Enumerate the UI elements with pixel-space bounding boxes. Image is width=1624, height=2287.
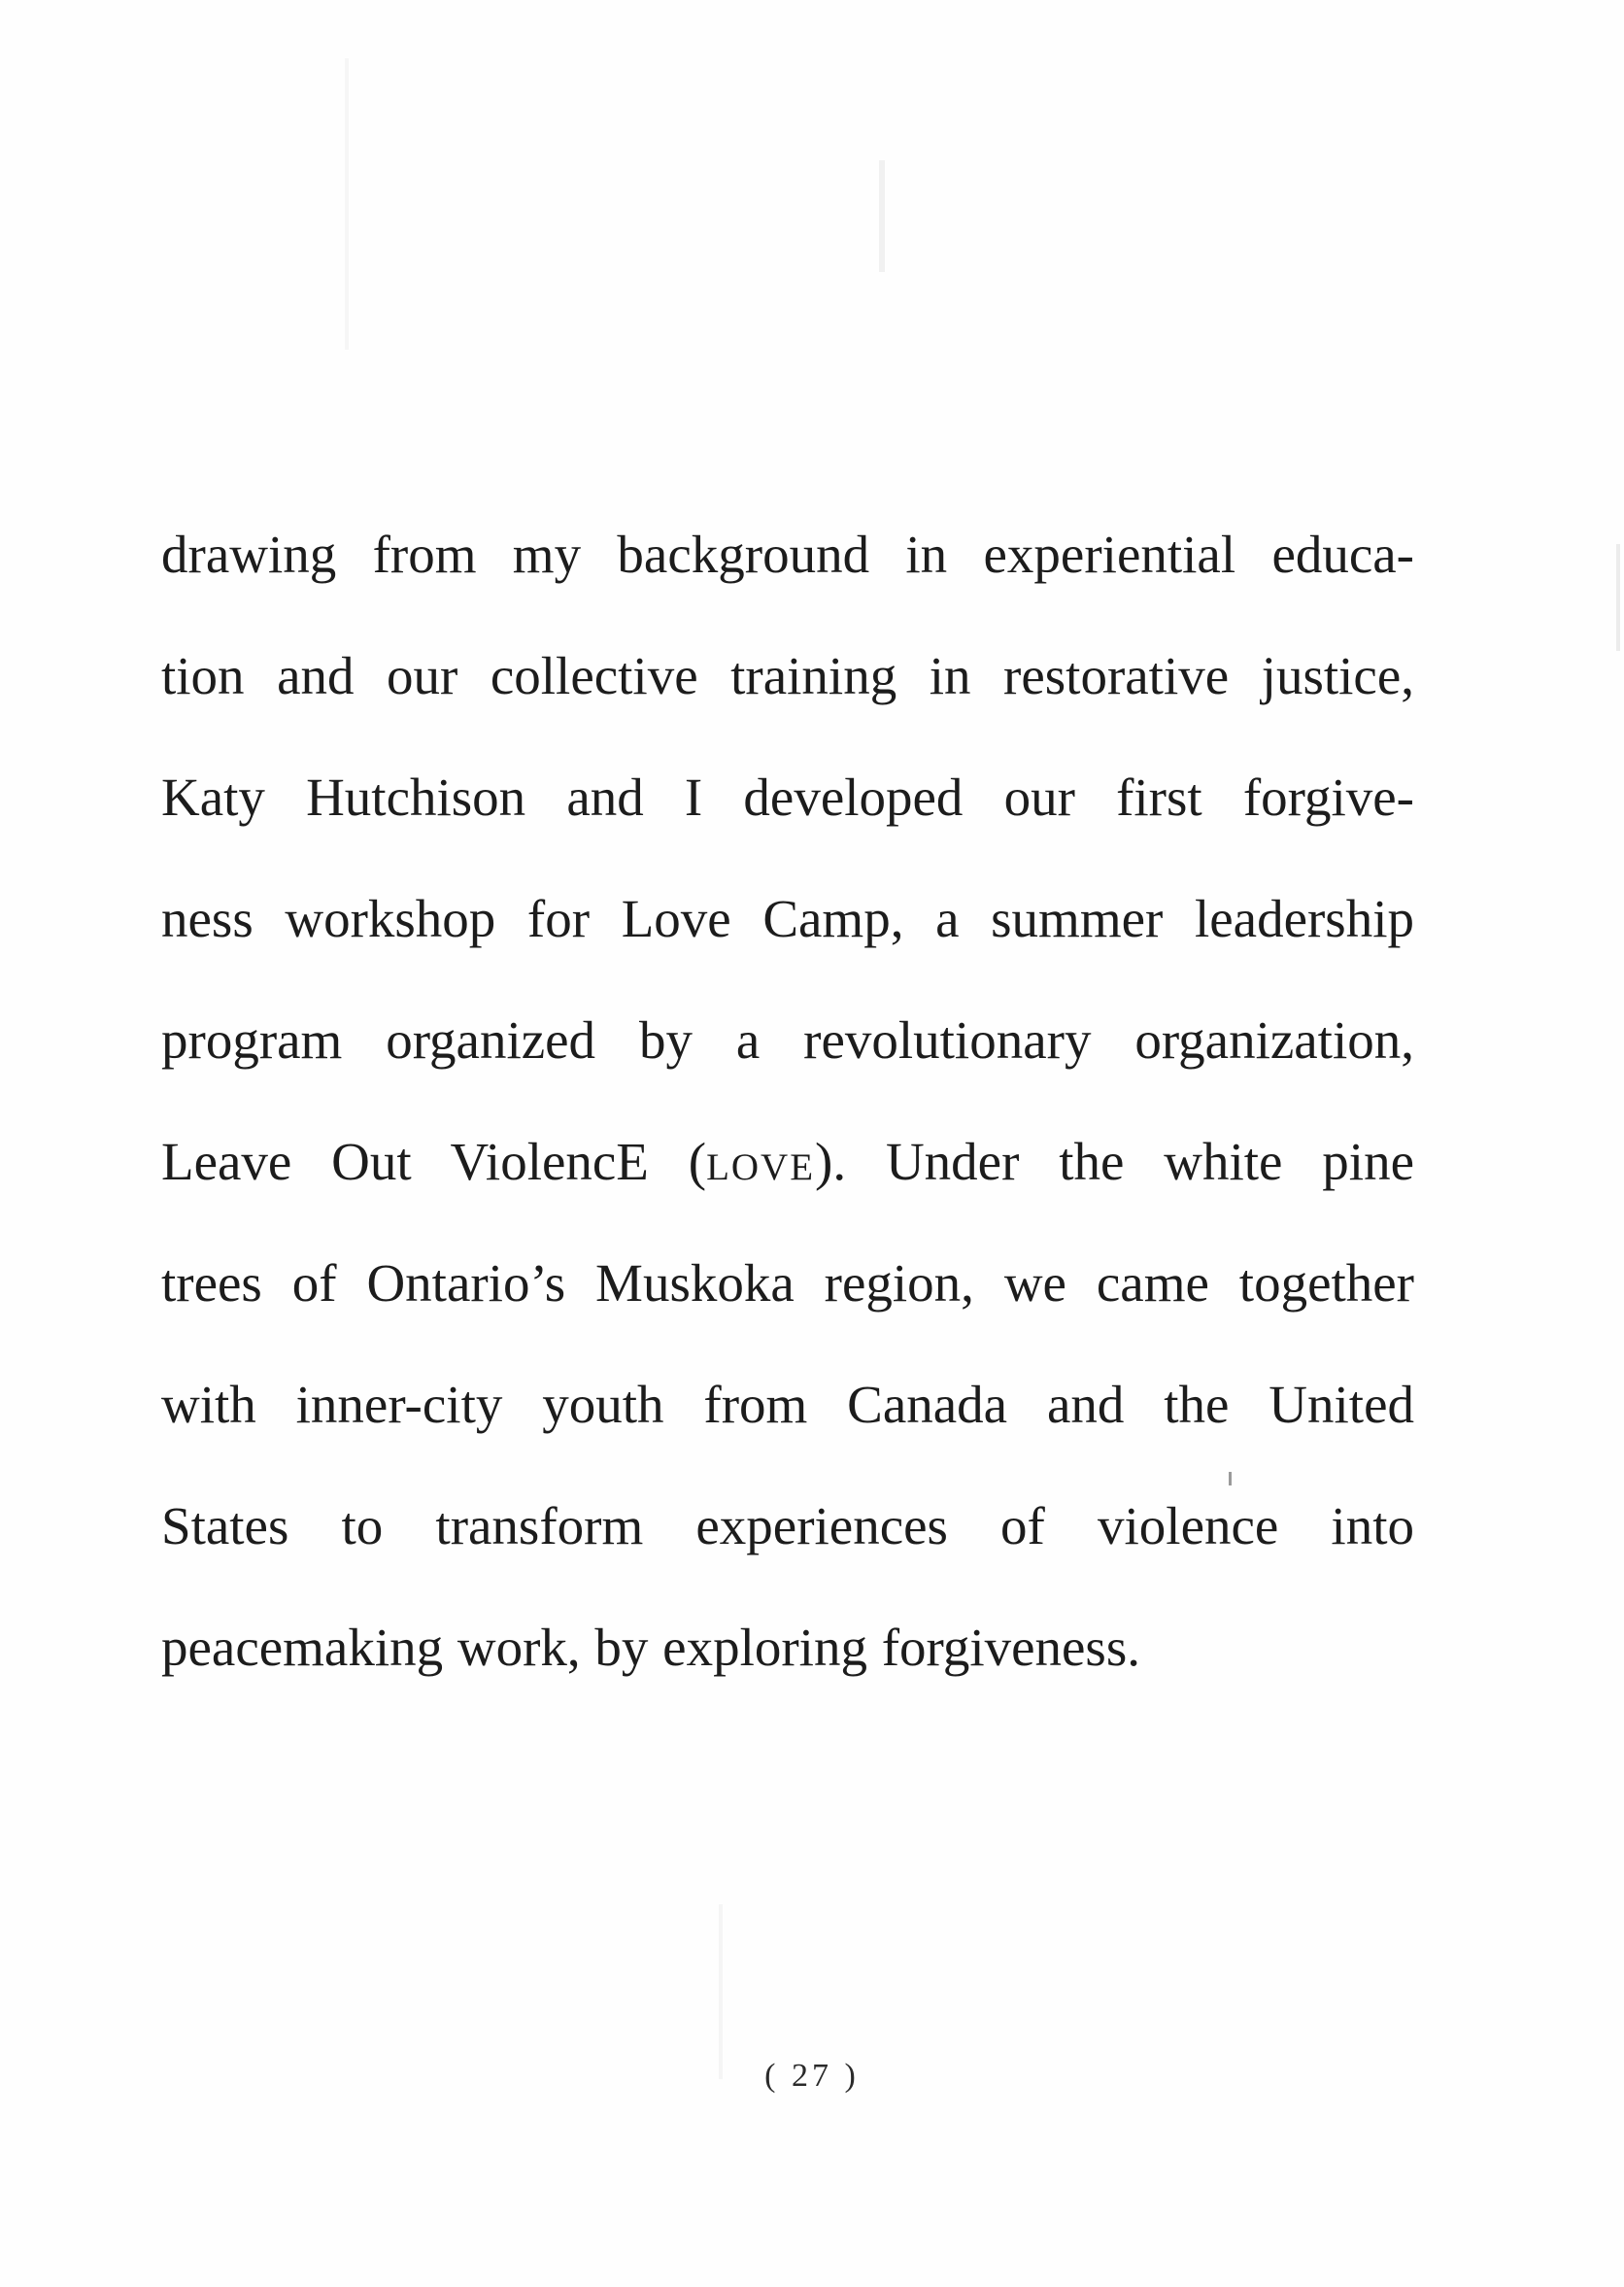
text-line: drawing from my background in experiential educa-	[161, 525, 1414, 584]
scan-artifact	[345, 58, 349, 350]
text-line: program organized by a revolutionary organization,	[161, 1010, 1414, 1070]
text-line: trees of Ontario’s Muskoka region, we came together	[161, 1253, 1414, 1313]
body-paragraph	[161, 511, 1414, 1725]
text-segment: Leave Out ViolencE (	[161, 1132, 707, 1191]
text-line: peacemaking work, by exploring forgiveness.	[161, 1618, 1140, 1677]
page-number: ( 27 )	[764, 2058, 860, 2094]
text-line: with inner-city youth from Canada and the United	[161, 1375, 1414, 1434]
text-line: States to transform experiences of violence into	[161, 1496, 1414, 1555]
text-line: tion and our collective training in restorative justice,	[161, 646, 1414, 705]
scan-artifact	[1616, 544, 1620, 651]
love-abbreviation: love	[706, 1132, 816, 1191]
text-line-love	[161, 1118, 1414, 1240]
scan-artifact	[719, 1904, 723, 2079]
text-segment: ). Under the white pine	[815, 1132, 1414, 1191]
text-line: Katy Hutchison and I developed our first forgive-	[161, 768, 1414, 827]
text-line: ness workshop for Love Camp, a summer leadership	[161, 889, 1414, 948]
scan-artifact	[879, 160, 885, 272]
